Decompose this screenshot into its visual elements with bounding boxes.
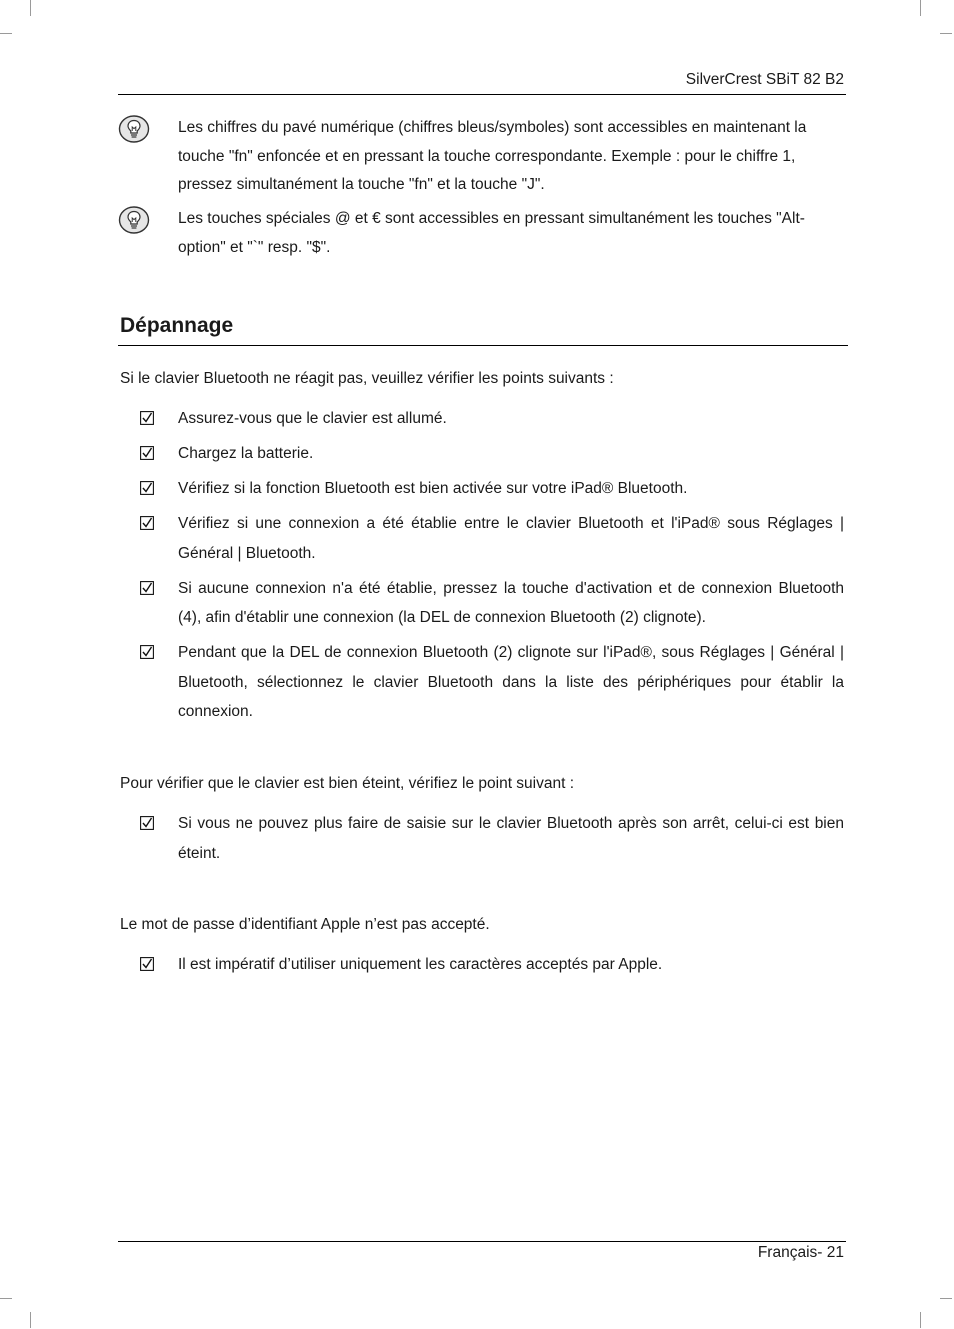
check-list (140, 404, 844, 732)
off-check-list (140, 809, 844, 874)
crop-mark (0, 1298, 12, 1299)
intro-paragraph: Si le clavier Bluetooth ne réagit pas, veuillez vérifier les points suivants : (120, 370, 614, 387)
tip-note (118, 205, 844, 262)
crop-mark (920, 1312, 921, 1328)
tip-note (118, 114, 844, 200)
list-item (140, 509, 844, 568)
checkbox-checked-icon (140, 957, 154, 971)
crop-mark (30, 0, 31, 16)
apple-intro-paragraph: Le mot de passe d’identifiant Apple n’est pas accepté. (120, 916, 490, 933)
check-text: Vérifiez si la fonction Bluetooth est bien activée sur votre iPad® Bluetooth. (178, 480, 688, 497)
check-text: Si vous ne pouvez plus faire de saisie sur le clavier Bluetooth après son arrêt, celui-ci est bien éteint. (178, 815, 844, 862)
checkbox-checked-icon (140, 481, 154, 495)
check-text: Chargez la batterie. (178, 445, 314, 462)
apple-check-list (140, 950, 844, 985)
page-header-title: SilverCrest SBiT 82 B2 (685, 71, 844, 88)
lightbulb-icon (118, 205, 150, 235)
header-rule (118, 94, 846, 95)
check-text: Assurez-vous que le clavier est allumé. (178, 410, 447, 427)
checkbox-checked-icon (140, 516, 154, 530)
section-rule (118, 345, 848, 346)
crop-mark (0, 33, 12, 34)
checkbox-checked-icon (140, 581, 154, 595)
check-text: Si aucune connexion n'a été établie, pressez la touche d'activation et de connexion Bluetooth (4), afin d'établir une connexion (la DEL de connexion Bluetooth (2) clignote). (178, 579, 844, 626)
crop-mark (940, 33, 952, 34)
list-item (140, 950, 844, 980)
list-item (140, 574, 844, 633)
off-intro-paragraph: Pour vérifier que le clavier est bien éteint, vérifiez le point suivant : (120, 775, 575, 792)
crop-mark (920, 0, 921, 16)
crop-mark (30, 1312, 31, 1328)
list-item (140, 439, 844, 469)
check-text: Vérifiez si une connexion a été établie entre le clavier Bluetooth et l'iPad® sous Réglages | Général | Bluetooth. (178, 515, 844, 562)
lightbulb-icon (118, 114, 150, 144)
check-text: Il est impératif d’utiliser uniquement les caractères acceptés par Apple. (178, 956, 663, 973)
checkbox-checked-icon (140, 816, 154, 830)
crop-mark (940, 1298, 952, 1299)
tip-text: Les touches spéciales @ et € sont accessibles en pressant simultanément les touches "Alt-option" et "`" resp. "$". (178, 210, 805, 256)
footer-rule (118, 1241, 846, 1242)
checkbox-checked-icon (140, 411, 154, 425)
check-text: Pendant que la DEL de connexion Bluetooth (2) clignote sur l'iPad®, sous Réglages | Général | Bluetooth, sélectionnez le clavier Bluetooth dans la liste des périphériques pour établir la connexion. (178, 644, 844, 720)
section-heading: Dépannage (120, 314, 234, 337)
tip-text: Les chiffres du pavé numérique (chiffres bleus/symboles) sont accessibles en maintenant la touche "fn" enfoncée et en pressant la touche correspondante. Exemple : pour le chiffre 1, pressez simultanément la touche "fn" et la touche "J". (178, 119, 807, 193)
list-item (140, 474, 844, 504)
checkbox-checked-icon (140, 446, 154, 460)
list-item (140, 404, 844, 434)
checkbox-checked-icon (140, 645, 154, 659)
list-item (140, 638, 844, 727)
page-number: Français- 21 (757, 1244, 844, 1261)
list-item (140, 809, 844, 868)
